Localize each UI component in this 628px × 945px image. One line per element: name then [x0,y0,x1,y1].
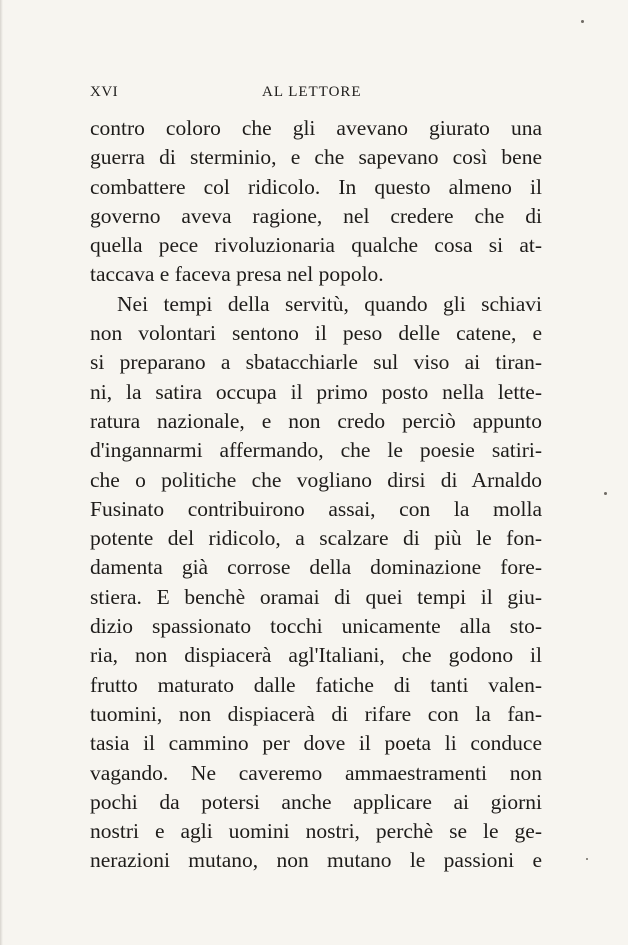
text-line: governo aveva ragione, nel credere che di [90,203,542,228]
text-line: ria, non dispiacerà agl'Italiani, che godono il [90,643,542,668]
paper-speck [586,858,588,860]
text-line: tuomini, non dispiacerà di rifare con la fan- [90,701,542,726]
page-number: XVI [90,84,119,100]
text-line: ni, la satira occupa il primo posto nella lette- [90,379,542,404]
text-line: pochi da potersi anche applicare ai giorni [90,789,542,814]
text-line: tasia il cammino per dove il poeta li conduce [90,731,542,756]
paragraph-start-line: Nei tempi della servitù, quando gli schiavi [117,291,542,316]
text-line: contro coloro che gli avevano giurato una [90,116,542,140]
text-line: nostri e agli uomini nostri, perchè se le ge- [90,819,542,844]
body-text [90,114,542,876]
text-line: d'ingannarmi affermando, che le poesie satiri- [90,438,542,463]
running-title: AL LETTORE [262,84,362,100]
text-line: potente del ridicolo, a scalzare di più le fon- [90,526,542,551]
text-line: vagando. Ne caveremo ammaestramenti non [90,760,542,785]
page-header [90,84,545,106]
text-line: non volontari sentono il peso delle catene, e [90,321,542,346]
text-line: nerazioni mutano, non mutano le passioni e [90,848,542,873]
text-line: si preparano a sbatacchiarle sul viso ai tiran- [90,350,542,375]
text-line: Fusinato contribuirono assai, con la molla [90,496,542,521]
text-line: che o politiche che vogliano dirsi di Arnaldo [90,467,542,492]
paper-speck [604,492,607,495]
text-line: combattere col ridicolo. In questo almeno il [90,174,542,199]
text-line: quella pece rivoluzionaria qualche cosa si at- [90,233,542,258]
text-line: stiera. E benchè oramai di quei tempi il giu- [90,584,542,609]
paper-speck [581,20,584,23]
text-line: ratura nazionale, e non credo perciò appunto [90,408,542,433]
paragraph-end-line: taccava e faceva presa nel popolo. [90,262,384,287]
text-line: dizio spassionato tocchi unicamente alla sto- [90,614,542,639]
text-line: guerra di sterminio, e che sapevano così bene [90,145,542,170]
text-line: frutto maturato dalle fatiche di tanti valen- [90,672,542,697]
page-edge-shadow [0,0,3,945]
text-line: damenta già corrose della dominazione fore- [90,555,542,580]
